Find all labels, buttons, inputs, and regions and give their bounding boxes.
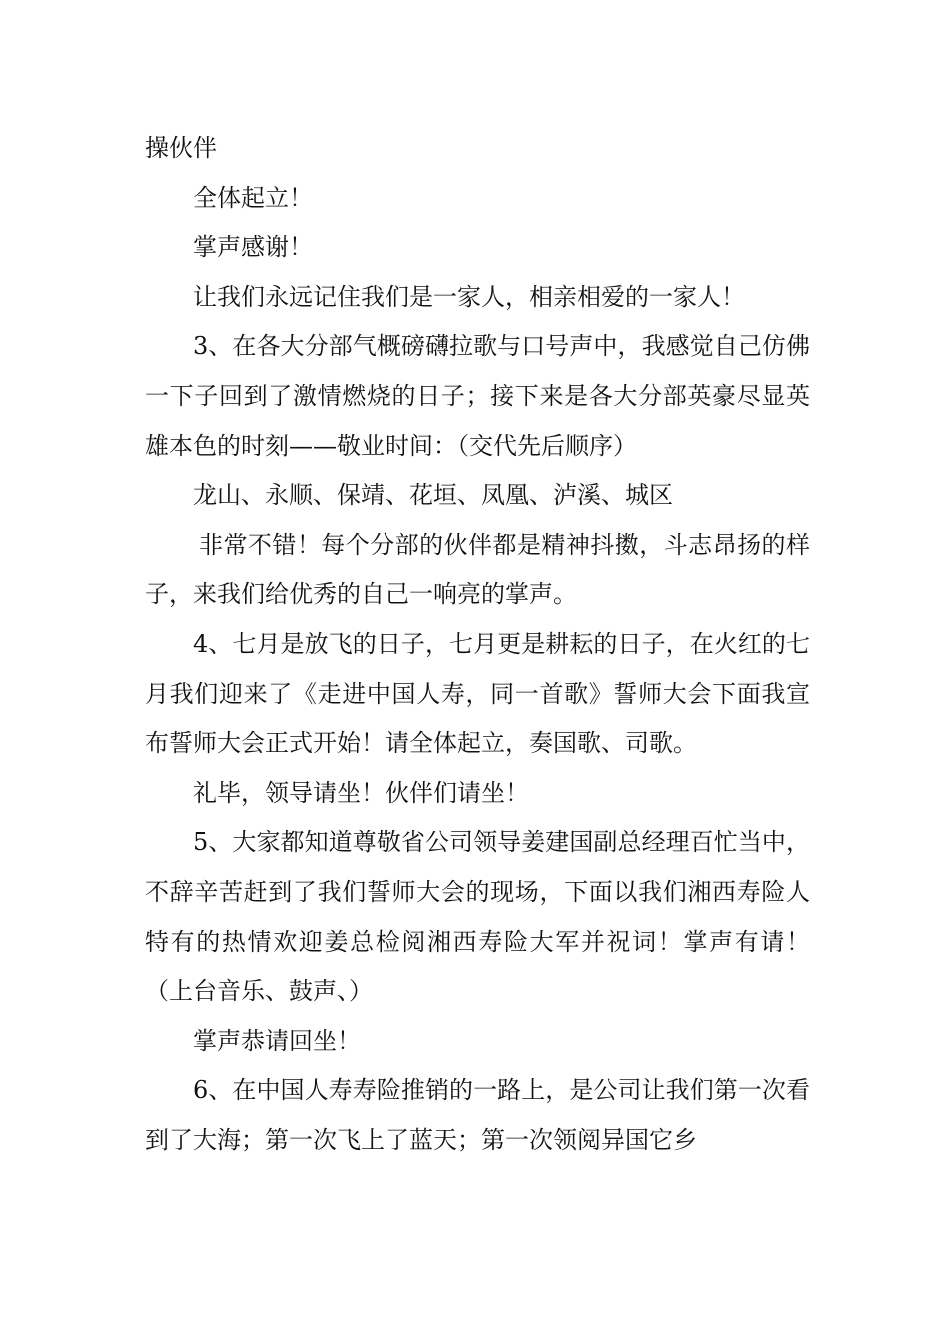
paragraph-continuation: 操伙伴 bbox=[145, 134, 217, 162]
paragraph-praise: 非常不错！每个分部的伙伴都是精神抖擞，斗志昂扬的样子，来我们给优秀的自己一响亮的掌声。 bbox=[145, 530, 810, 609]
paragraph-branch-list: 龙山、永顺、保靖、花垣、凤凰、泸溪、城区 bbox=[193, 481, 673, 510]
paragraph-please-sit: 礼毕，领导请坐！伙伴们请坐！ bbox=[193, 778, 529, 807]
paragraph-section-6: 6、在中国人寿寿险推销的一路上，是公司让我们第一次看到了大海；第一次飞上了蓝天；第一次领阅异国它乡 bbox=[145, 1076, 810, 1154]
paragraph-one-family: 让我们永远记住我们是一家人，相亲相爱的一家人！ bbox=[193, 282, 745, 311]
paragraph-section-3: 3、在各大分部气概磅礴拉歌与口号声中，我感觉自己仿佛一下子回到了激情燃烧的日子；接下来是各大分部英豪尽显英雄本色的时刻——敬业时间：（交代先后顺序） bbox=[145, 332, 810, 460]
paragraph-return-seat: 掌声恭请回坐！ bbox=[193, 1026, 361, 1055]
document-body bbox=[145, 124, 810, 1165]
paragraph-stand-up: 全体起立！ bbox=[193, 183, 313, 212]
paragraph-applause-thanks: 掌声感谢！ bbox=[193, 233, 313, 262]
paragraph-section-4: 4、七月是放飞的日子，七月更是耕耘的日子，在火红的七月我们迎来了《走进中国人寿，同一首歌》誓师大会下面我宣布誓师大会正式开始！请全体起立，奏国歌、司歌。 bbox=[145, 629, 810, 758]
paragraph-section-5: 5、大家都知道尊敬省公司领导姜建国副总经理百忙当中，不辞辛苦赶到了我们誓师大会的现场，下面以我们湘西寿险人特有的热情欢迎姜总检阅湘西寿险大军并祝词！掌声有请！（上台音乐、鼓声、） bbox=[145, 828, 810, 1006]
